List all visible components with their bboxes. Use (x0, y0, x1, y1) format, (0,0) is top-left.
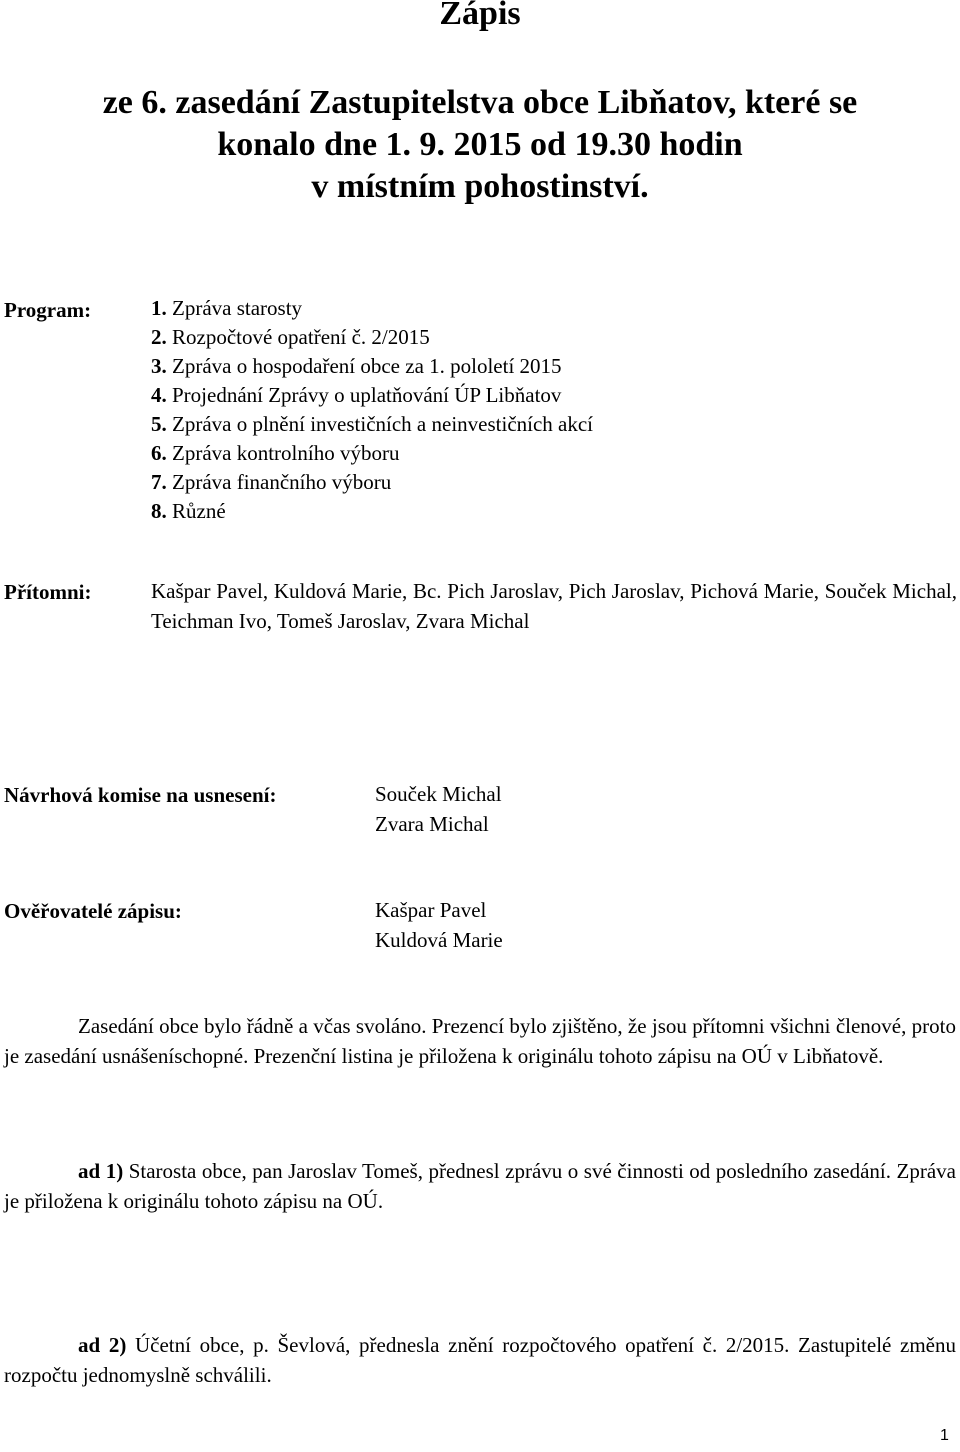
proposal-committee-label: Návrhová komise na usnesení: (4, 783, 277, 807)
program-item-5: 5. Zpráva o plnění investičních a neinvestičních akcí (151, 412, 594, 436)
program-item-1: 1. Zpráva starosty (151, 296, 303, 320)
program-item-8: 8. Různé (151, 499, 226, 523)
verifier-1: Kašpar Pavel (375, 898, 487, 922)
verifiers-names (375, 895, 503, 955)
quorum-paragraph: Zasedání obce bylo řádně a včas svoláno. Prezencí bylo zjištěno, že jsou přítomni všichni členové, proto je zasedání usnášeníschopné. Prezenční listina je přiložena k originálu tohoto zápisu na OÚ v Libňatově. (4, 1014, 956, 1068)
heading-line-1: ze 6. zasedání Zastupitelstva obce Libňatov, které se (102, 84, 858, 121)
program-item-2: 2. Rozpočtové opatření č. 2/2015 (151, 325, 430, 349)
agenda-item-2-paragraph: ad 2) Účetní obce, p. Ševlová, přednesla znění rozpočtového opatření č. 2/2015. Zastupitelé změnu rozpočtu jednomyslně schválili. (4, 1333, 956, 1387)
program-item-3: 3. Zpráva o hospodaření obce za 1. pololetí 2015 (151, 354, 562, 378)
committee-member-1: Souček Michal (375, 782, 502, 806)
program-label: Program: (4, 298, 92, 322)
agenda-item-2-label: ad 2) (78, 1333, 127, 1357)
committee-member-2: Zvara Michal (375, 812, 489, 836)
verifiers-label: Ověřovatelé zápisu: (4, 899, 182, 923)
agenda-item-1-label: ad 1) (78, 1159, 124, 1183)
proposal-committee-names (375, 779, 502, 839)
document-title: Zápis (439, 0, 521, 32)
program-item-6: 6. Zpráva kontrolního výboru (151, 441, 400, 465)
program-item-7: 7. Zpráva finančního výboru (151, 470, 392, 494)
agenda-item-1-paragraph: ad 1) Starosta obce, pan Jaroslav Tomeš, přednesl zprávu o své činnosti od posledního zasedání. Zpráva je přiložena k originálu tohoto zápisu na OÚ. (4, 1159, 956, 1213)
present-members: Kašpar Pavel, Kuldová Marie, Bc. Pich Jaroslav, Pich Jaroslav, Pichová Marie, Souček Michal, Teichman Ivo, Tomeš Jaroslav, Zvara Michal (151, 579, 957, 633)
verifier-2: Kuldová Marie (375, 928, 503, 952)
program-item-4: 4. Projednání Zprávy o uplatňování ÚP Libňatov (151, 383, 562, 407)
program-list (151, 294, 593, 526)
document-heading (0, 82, 960, 208)
heading-line-3: v místním pohostinství. (311, 168, 649, 205)
heading-line-2: konalo dne 1. 9. 2015 od 19.30 hodin (217, 126, 743, 163)
page-number: 1 (940, 1427, 949, 1444)
present-label: Přítomni: (4, 580, 92, 604)
